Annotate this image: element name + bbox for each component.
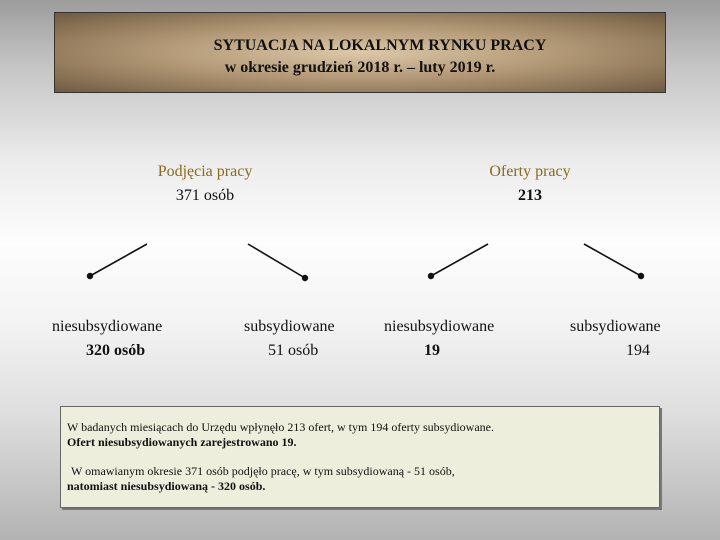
leaf-value: 320 osób [86, 342, 146, 359]
leaf-label: subsydiowane [570, 318, 661, 335]
hires-subsidized [244, 315, 364, 363]
arrow-offers-subsidized [584, 244, 641, 276]
hires-unsubsidized [52, 315, 192, 363]
summary-box [60, 406, 660, 508]
summary-hires-unsubsidized-line: natomiast niesubsydiowaną - 320 osób. [67, 479, 266, 493]
leaf-value: 194 [626, 342, 650, 359]
hires-value: 371 osób [175, 187, 235, 204]
summary-hires-line: W omawianym okresie 371 osób podjęło pracę, w tym subsydiowaną - 51 osób, [71, 464, 455, 478]
leaf-label: niesubsydiowane [384, 318, 495, 335]
hires-label: Podjęcia pracy [157, 163, 253, 180]
arrow-offers-unsubsidized [431, 244, 488, 276]
offers-value: 213 [518, 187, 542, 204]
arrow-hires-subsidized [248, 244, 305, 278]
leaf-label: subsydiowane [244, 318, 335, 335]
offers-subsidized [570, 315, 690, 363]
leaf-value: 51 osób [268, 342, 319, 359]
leaf-value: 19 [424, 342, 440, 359]
arrow-hires-unsubsidized [90, 244, 147, 276]
summary-offers-unsubsidized-line: Ofert niesubsydiowanych zarejestrowano 19. [67, 435, 297, 449]
title-line-2: w okresie grudzień 2018 r. – luty 2019 r. [224, 59, 496, 76]
leaf-label: niesubsydiowane [52, 318, 163, 335]
offers-label: Oferty pracy [489, 163, 571, 180]
offers-unsubsidized [384, 315, 524, 363]
title-line-1: SYTUACJA NA LOKALNYM RYNKU PRACY [213, 37, 547, 54]
summary-offers-line: W badanych miesiącach do Urzędu wpłynęło 213 ofert, w tym 194 oferty subsydiowane. [67, 420, 494, 434]
